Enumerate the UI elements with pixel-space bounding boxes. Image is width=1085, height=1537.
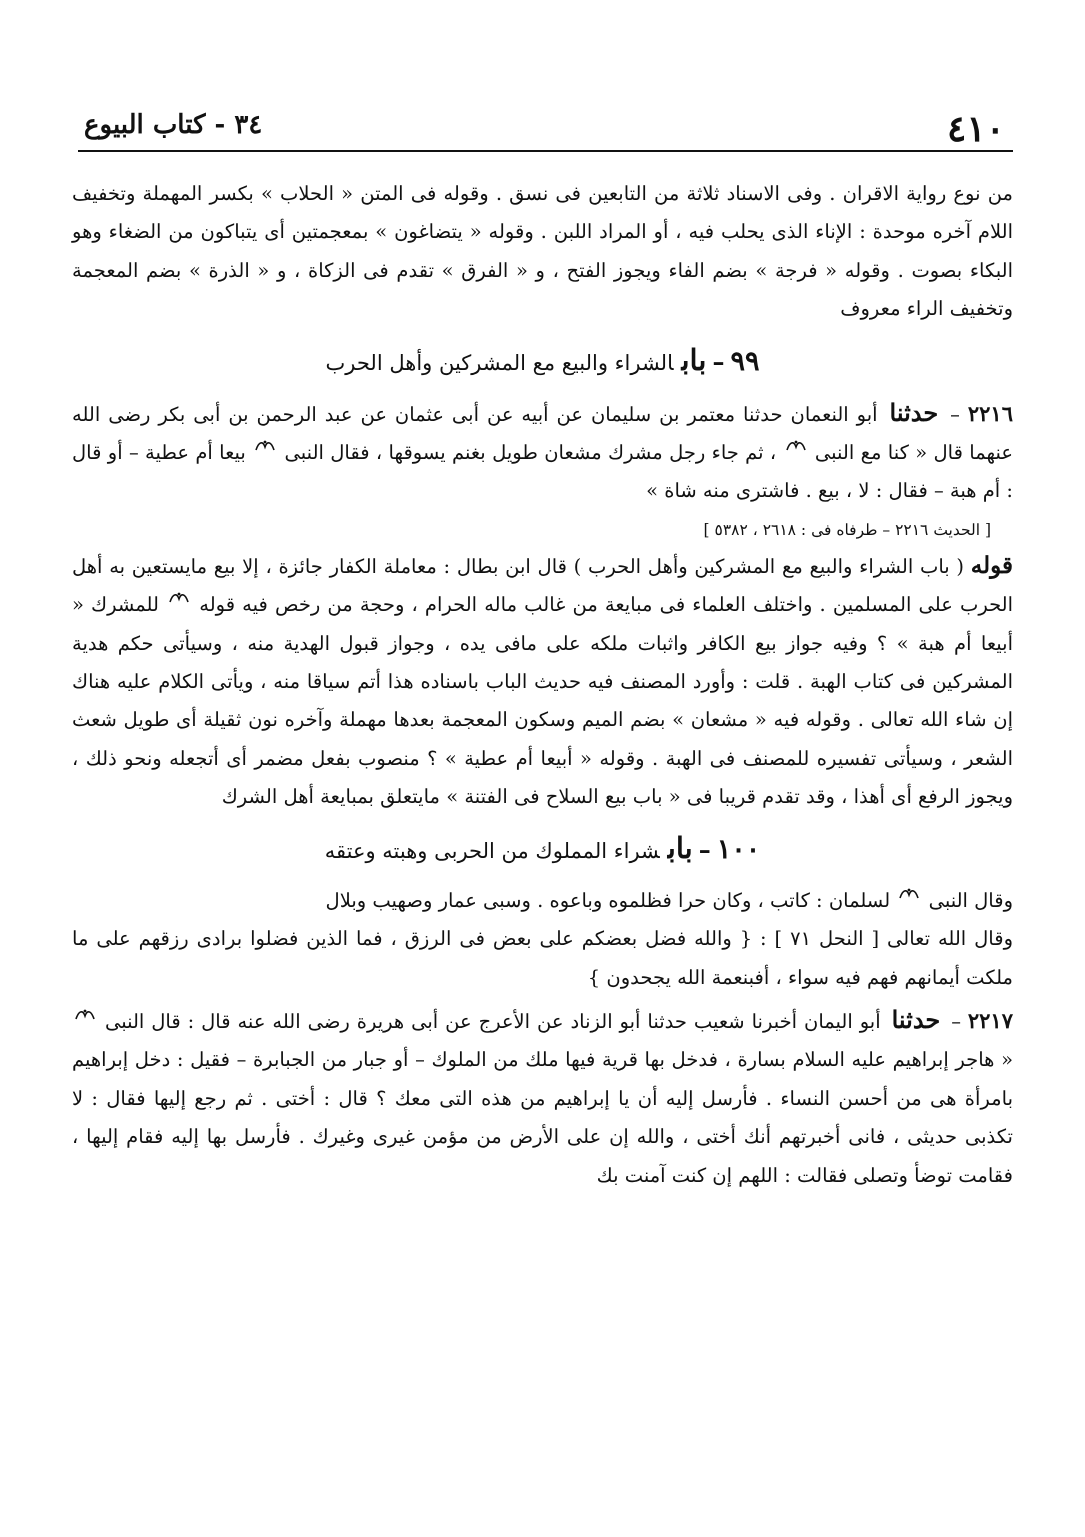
page-number: ٤١٠: [946, 108, 1005, 150]
hadith-word: حدثنا: [891, 1004, 941, 1034]
hadith-word: حدثنا: [889, 397, 939, 427]
hadith-number: ٢٢١٧: [967, 1007, 1013, 1033]
chapter-number: ٩٩: [730, 345, 760, 377]
chapter-word: باب: [681, 342, 707, 377]
chapter-dash: –: [698, 834, 711, 864]
hadith-2216: [72, 394, 1013, 511]
hadith-text: أبو النعمان حدثنا معتمر بن سليمان عن أبيه عن أبى عثمان عن عبد الرحمن بن أبى بكر رضى الله عنهما قال « كنا مع النبى: [72, 402, 1013, 465]
salla-ligature-icon: [786, 439, 806, 453]
tarjama-100-verse: وقال الله تعالى [ النحل ٧١ ] : { والله فضل بعضكم على بعض فى الرزق ، فما الذين فضلوا برادى رزقهم على ما ملكت أيمانهم فهم فيه سواء ، أفبنعمة الله يجحدون }: [72, 927, 1013, 989]
hadith-dash: –: [950, 402, 960, 426]
chapter-100-heading: [72, 825, 1013, 876]
running-title: ٣٤ - كتاب البيوع: [84, 110, 263, 140]
chapter-title: الشراء والبيع مع المشركين وأهل الحرب: [325, 350, 674, 375]
chapter-dash: –: [712, 346, 725, 376]
chapter-number: ١٠٠: [716, 833, 761, 865]
tarjama-100: [72, 882, 1013, 920]
running-header: [78, 100, 1013, 152]
commentary-lead: قوله: [970, 551, 1013, 579]
hadith-text: بيعا أم عطية – أو قال : أم هبة – فقال : لا ، بيع . فاشترى منه شاة »: [72, 441, 1013, 503]
chapter-99-heading: [72, 337, 1013, 388]
hadith-text: ، ثم جاء رجل مشرك مشعان طويل بغنم يسوقها ، فقال النبى: [284, 441, 777, 465]
tarjama-text: لسلمان : كاتب ، وكان حرا فظلموه وباعوه . وسبى عمار وصهيب وبلال: [325, 888, 891, 912]
hadith-2217: [72, 1001, 1013, 1195]
page-body: [72, 175, 1013, 1195]
commentary-99: [72, 547, 1013, 817]
hadith-number: ٢٢١٦: [967, 400, 1013, 426]
commentary-top: من نوع رواية الاقران . وفى الاسناد ثلاثة من التابعين فى نسق . وقوله فى المتن « الحلاب » بكسر المهملة وتخفيف اللام آخره موحدة : الإناء الذى يحلب فيه ، أو المراد اللبن . وقوله « يتضاغون » بمعجمتين أى يتباكون من الضغاء وهو البكاء بصوت . وقوله « فرجة » بضم الفاء ويجوز الفتح ، و « الفرق » تقدم فى الزكاة ، و « الذرة » بضم المعجمة وتخفيف الراء معروف: [72, 182, 1013, 321]
hadith-text: أبو اليمان أخبرنا شعيب حدثنا أبو الزناد عن الأعرج عن أبى هريرة رضى الله عنه قال : قال النبى: [104, 1009, 881, 1033]
tarjama-text: وقال النبى: [928, 888, 1013, 912]
salla-ligature-icon: [255, 439, 275, 453]
chapter-word: باب: [667, 830, 693, 865]
salla-ligature-icon: [75, 1008, 95, 1022]
salla-ligature-icon: [169, 591, 189, 605]
hadith-cross-reference: [ الحديث ٢٢١٦ – طرفاه فى : ٢٦١٨ ، ٥٣٨٢ ]: [703, 520, 991, 539]
hadith-text: « هاجر إبراهيم عليه السلام بسارة ، فدخل بها قرية فيها ملك من الملوك – أو جبار من الجبابرة – فقيل : دخل إبراهيم بامرأة هى من أحسن النساء . فأرسل إليه أن يا إبراهيم من هذه التى معك ؟ قال : أختى . ثم رجع إليها فقال : لا تكذبى حديثى ، فانى أخبرتهم أنك أختى ، والله إن على الأرض من مؤمن غيرى وغيرك . فأرسل بها إليه فقام إليها ، فقامت توضأ وتصلى فقالت : اللهم إن كنت آمنت بك: [72, 1048, 1013, 1187]
commentary-text: للمشرك « أبيعا أم هبة » ؟ وفيه جواز بيع الكافر واثبات ملكه على مافى يده ، وجواز قبول الهدية منه ، وسيأتى حكم هدية المشركين فى كتاب الهبة . قلت : وأورد المصنف فيه حديث الباب باسناده هذا أتم سياقا منه ، ويأتى الكلام عليه هناك إن شاء الله تعالى . وقوله فيه « مشعان » بضم الميم وسكون المعجمة بعدها مهملة وآخره نون ثقيلة أى طويل شعث الشعر ، وسيأتى تفسيره للمصنف فى الهبة . وقوله « أبيعا أم عطية » ؟ منصوب بفعل مضمر أى أتجعله ونحو ذلك ، ويجوز الرفع أى أهذا ، وقد تقدم قريبا فى « باب بيع السلاح فى الفتنة » مايتعلق بمبايعة أهل الشرك: [72, 593, 1013, 809]
commentary-text: ( باب الشراء والبيع مع المشركين وأهل الحرب ) قال ابن بطال : معاملة الكفار جائزة ، إلا بيع مايستعين به أهل الحرب على المسلمين . واختلف العلماء فى مبايعة من غالب ماله الحرام ، وحجة من رخص فيه قوله: [72, 554, 1014, 617]
chapter-title: شراء المملوك من الحربى وهبته وعتقه: [324, 838, 660, 863]
salla-ligature-icon: [899, 887, 919, 901]
hadith-dash: –: [951, 1009, 961, 1033]
